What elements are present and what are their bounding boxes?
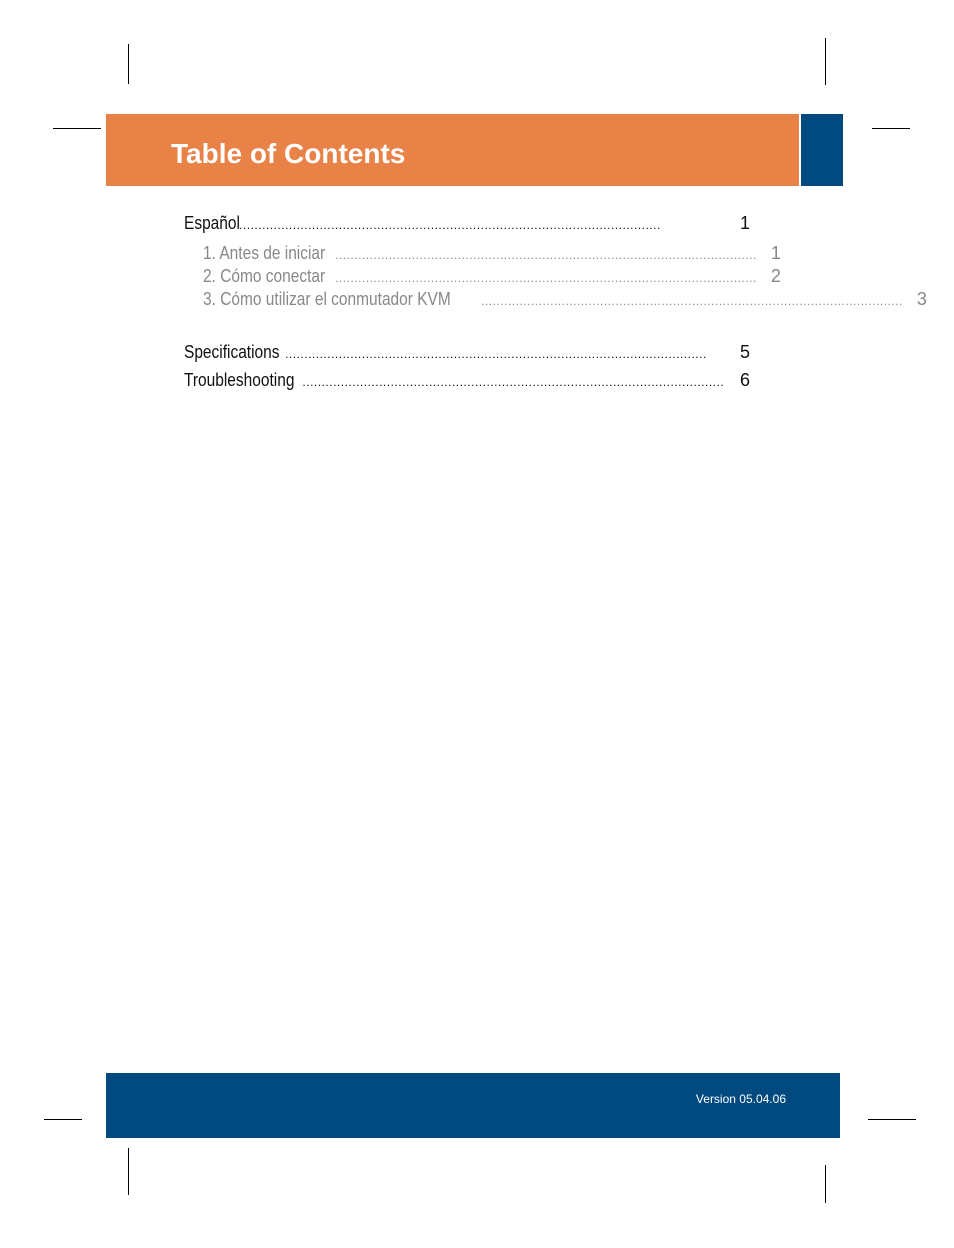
- toc-page-number: 2: [770, 266, 781, 286]
- toc-leader-dots: ..............................................................................................................: [481, 294, 903, 308]
- toc-entry-troubleshooting[interactable]: [184, 370, 750, 391]
- toc-entry-como-conectar[interactable]: [184, 266, 781, 287]
- toc-entry-como-utilizar[interactable]: [184, 289, 927, 310]
- crop-mark: [825, 38, 826, 85]
- toc-entry-label: Español: [184, 213, 240, 233]
- header-accent-block: [801, 114, 843, 186]
- toc-page-number: 3: [916, 289, 927, 309]
- toc-page-number: 6: [739, 370, 750, 390]
- toc-page-number: 1: [739, 213, 750, 233]
- toc-leader-dots: ..............................................................................................................: [302, 375, 725, 389]
- version-label: Version 05.04.06: [695, 1092, 786, 1106]
- toc-entry-label: 1. Antes de iniciar: [203, 243, 326, 263]
- crop-mark: [128, 1148, 129, 1195]
- toc-entry-espanol[interactable]: [184, 213, 750, 234]
- toc-entry-label: 3. Cómo utilizar el conmutador KVM: [203, 289, 451, 309]
- toc-leader-dots: ..............................................................................................................: [239, 218, 661, 232]
- crop-mark: [53, 128, 101, 129]
- toc-entry-label: Troubleshooting: [184, 370, 295, 390]
- crop-mark: [868, 1119, 916, 1120]
- toc-page-number: 1: [770, 243, 781, 263]
- toc-entry-label: Specifications: [184, 342, 280, 362]
- header-bar: [106, 114, 799, 186]
- footer-bar: [106, 1073, 840, 1138]
- toc-page-number: 5: [739, 342, 750, 362]
- crop-mark: [825, 1165, 826, 1203]
- toc-entry-antes-de-iniciar[interactable]: [184, 243, 781, 264]
- toc-entry-specifications[interactable]: [184, 342, 750, 363]
- toc-leader-dots: ..............................................................................................................: [335, 271, 757, 285]
- page-title: Table of Contents: [171, 138, 406, 169]
- crop-mark: [44, 1119, 82, 1120]
- toc-leader-dots: ..............................................................................................................: [285, 347, 707, 361]
- crop-mark: [128, 44, 129, 84]
- toc-leader-dots: ..............................................................................................................: [335, 248, 757, 262]
- toc-entry-label: 2. Cómo conectar: [203, 266, 326, 286]
- crop-mark: [872, 128, 910, 129]
